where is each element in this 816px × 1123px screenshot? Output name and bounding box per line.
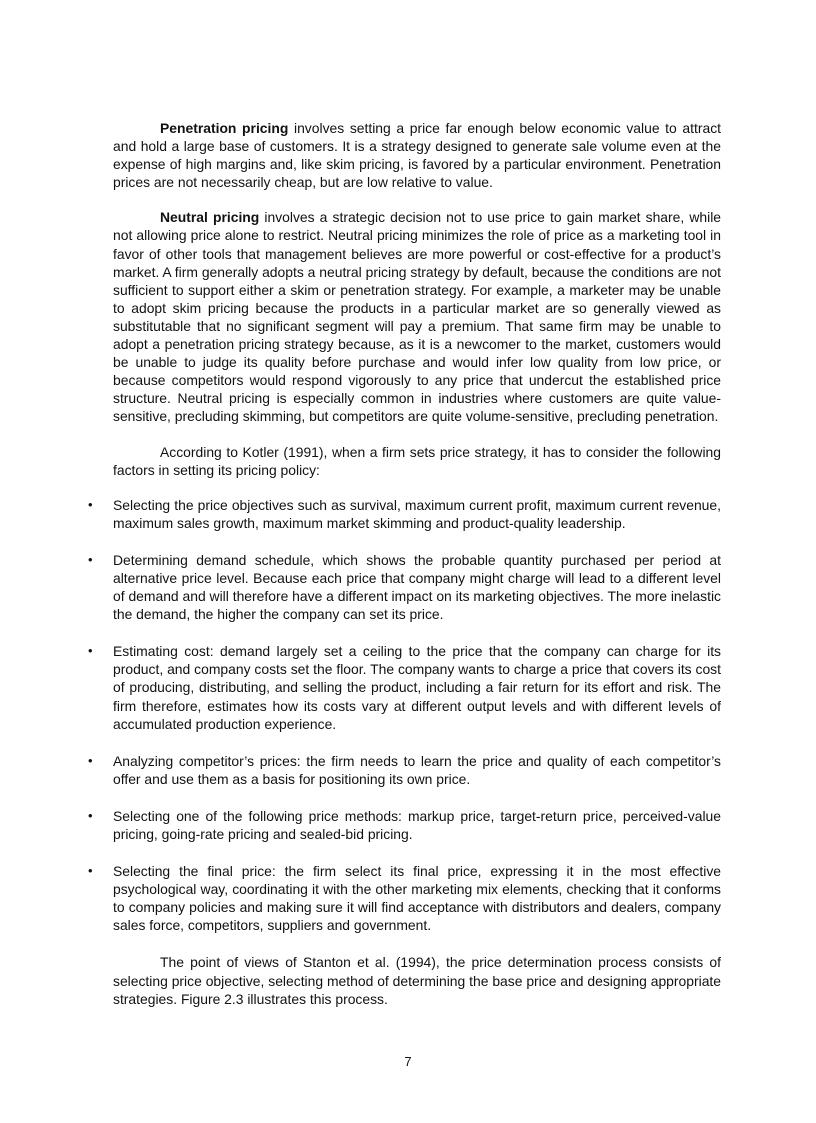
- list-item-text: Selecting one of the following price methods: markup price, target-return price, perceived-value pricing, going-rate pricing and sealed-bid pricing.: [113, 807, 721, 842]
- bullet-icon: •: [88, 752, 93, 768]
- list-item: [88, 642, 721, 732]
- page-number: 7: [404, 1054, 412, 1069]
- document-page: [88, 119, 722, 1025]
- term-neutral-pricing: Neutral pricing: [160, 209, 260, 226]
- bullet-icon: •: [88, 863, 93, 879]
- list-item-text: Determining demand schedule, which shows the probable quantity purchased per period at alternative price level. Because each price that company might charge will lead to a different level of demand and will therefore have a different impact on its marketing objectives. The more inelastic the demand, the higher the company can set its price.: [113, 551, 721, 623]
- list-item-text: Selecting the final price: the firm select its final price, expressing it in the most effective psychological way, coordinating it with the other marketing mix elements, checking that it conforms to company policies and making sure it will find acceptance with distributors and dealers, company sales force, competitors, suppliers and government.: [113, 863, 721, 934]
- paragraph-penetration-pricing: [113, 119, 721, 191]
- bullet-icon: •: [88, 643, 93, 659]
- term-penetration-pricing: Penetration pricing: [160, 120, 289, 136]
- pricing-factors-list: [88, 496, 721, 935]
- bullet-icon: •: [88, 496, 93, 512]
- bullet-icon: •: [88, 807, 93, 823]
- list-item: [88, 807, 721, 843]
- paragraph-stanton: The point of views of Stanton et al. (1994), the price determination process consists of selecting price objective, selecting method of determining the base price and designing appropriate strategies. Figure 2.3 illustrates this process.: [113, 954, 721, 1007]
- list-item: [88, 862, 721, 934]
- list-item-text: Analyzing competitor’s prices: the firm needs to learn the price and quality of each competitor’s offer and use them as a basis for positioning its own price.: [113, 752, 721, 787]
- bullet-icon: •: [88, 551, 93, 567]
- neutral-pricing-text: involves a strategic decision not to use price to gain market share, while not allowing price alone to restrict. Neutral pricing minimizes the role of price as a marketing tool in favor of other tools that management believes are more powerful or cost-effective for a product’s market. A firm generally adopts a neutral pricing strategy by default, because the conditions are not sufficient to support either a skim or penetration strategy. For example, a marketer may be unable to adopt skim pricing because the products in a particular market are so generally viewed as substitutable that no significant segment will pay a premium. That same firm may be unable to adopt a penetration pricing strategy because, as it is a newcomer to the market, customers would be unable to judge its quality before purchase and would infer low quality from low price, or because competitors would respond vigorously to any price that undercut the established price structure. Neutral pricing is especially common in industries where customers are quite value-sensitive, precluding skimming, but competitors are quite volume-sensitive, precluding penetration.: [113, 209, 721, 425]
- list-item-text: Selecting the price objectives such as survival, maximum current profit, maximum current revenue, maximum sales growth, maximum market skimming and product-quality leadership.: [113, 496, 721, 531]
- list-item: [88, 551, 721, 623]
- paragraph-kotler-intro: According to Kotler (1991), when a firm sets price strategy, it has to consider the following factors in setting its pricing policy:: [113, 443, 721, 478]
- list-item: [88, 496, 721, 532]
- penetration-pricing-text: involves setting a price far enough below economic value to attract and hold a large base of customers. It is a strategy designed to generate sale volume even at the expense of high margins and, like skim pricing, is favored by a particular environment. Penetration prices are not necessarily cheap, but are low relative to value.: [113, 120, 722, 191]
- paragraph-neutral-pricing: [113, 208, 721, 425]
- list-item: [88, 752, 721, 788]
- list-item-text: Estimating cost: demand largely set a ceiling to the price that the company can charge for its product, and company costs set the floor. The company wants to charge a price that covers its cost of producing, distributing, and selling the product, including a fair return for its effort and risk. The firm therefore, estimates how its costs vary at different output levels and with different levels of accumulated production experience.: [113, 643, 721, 732]
